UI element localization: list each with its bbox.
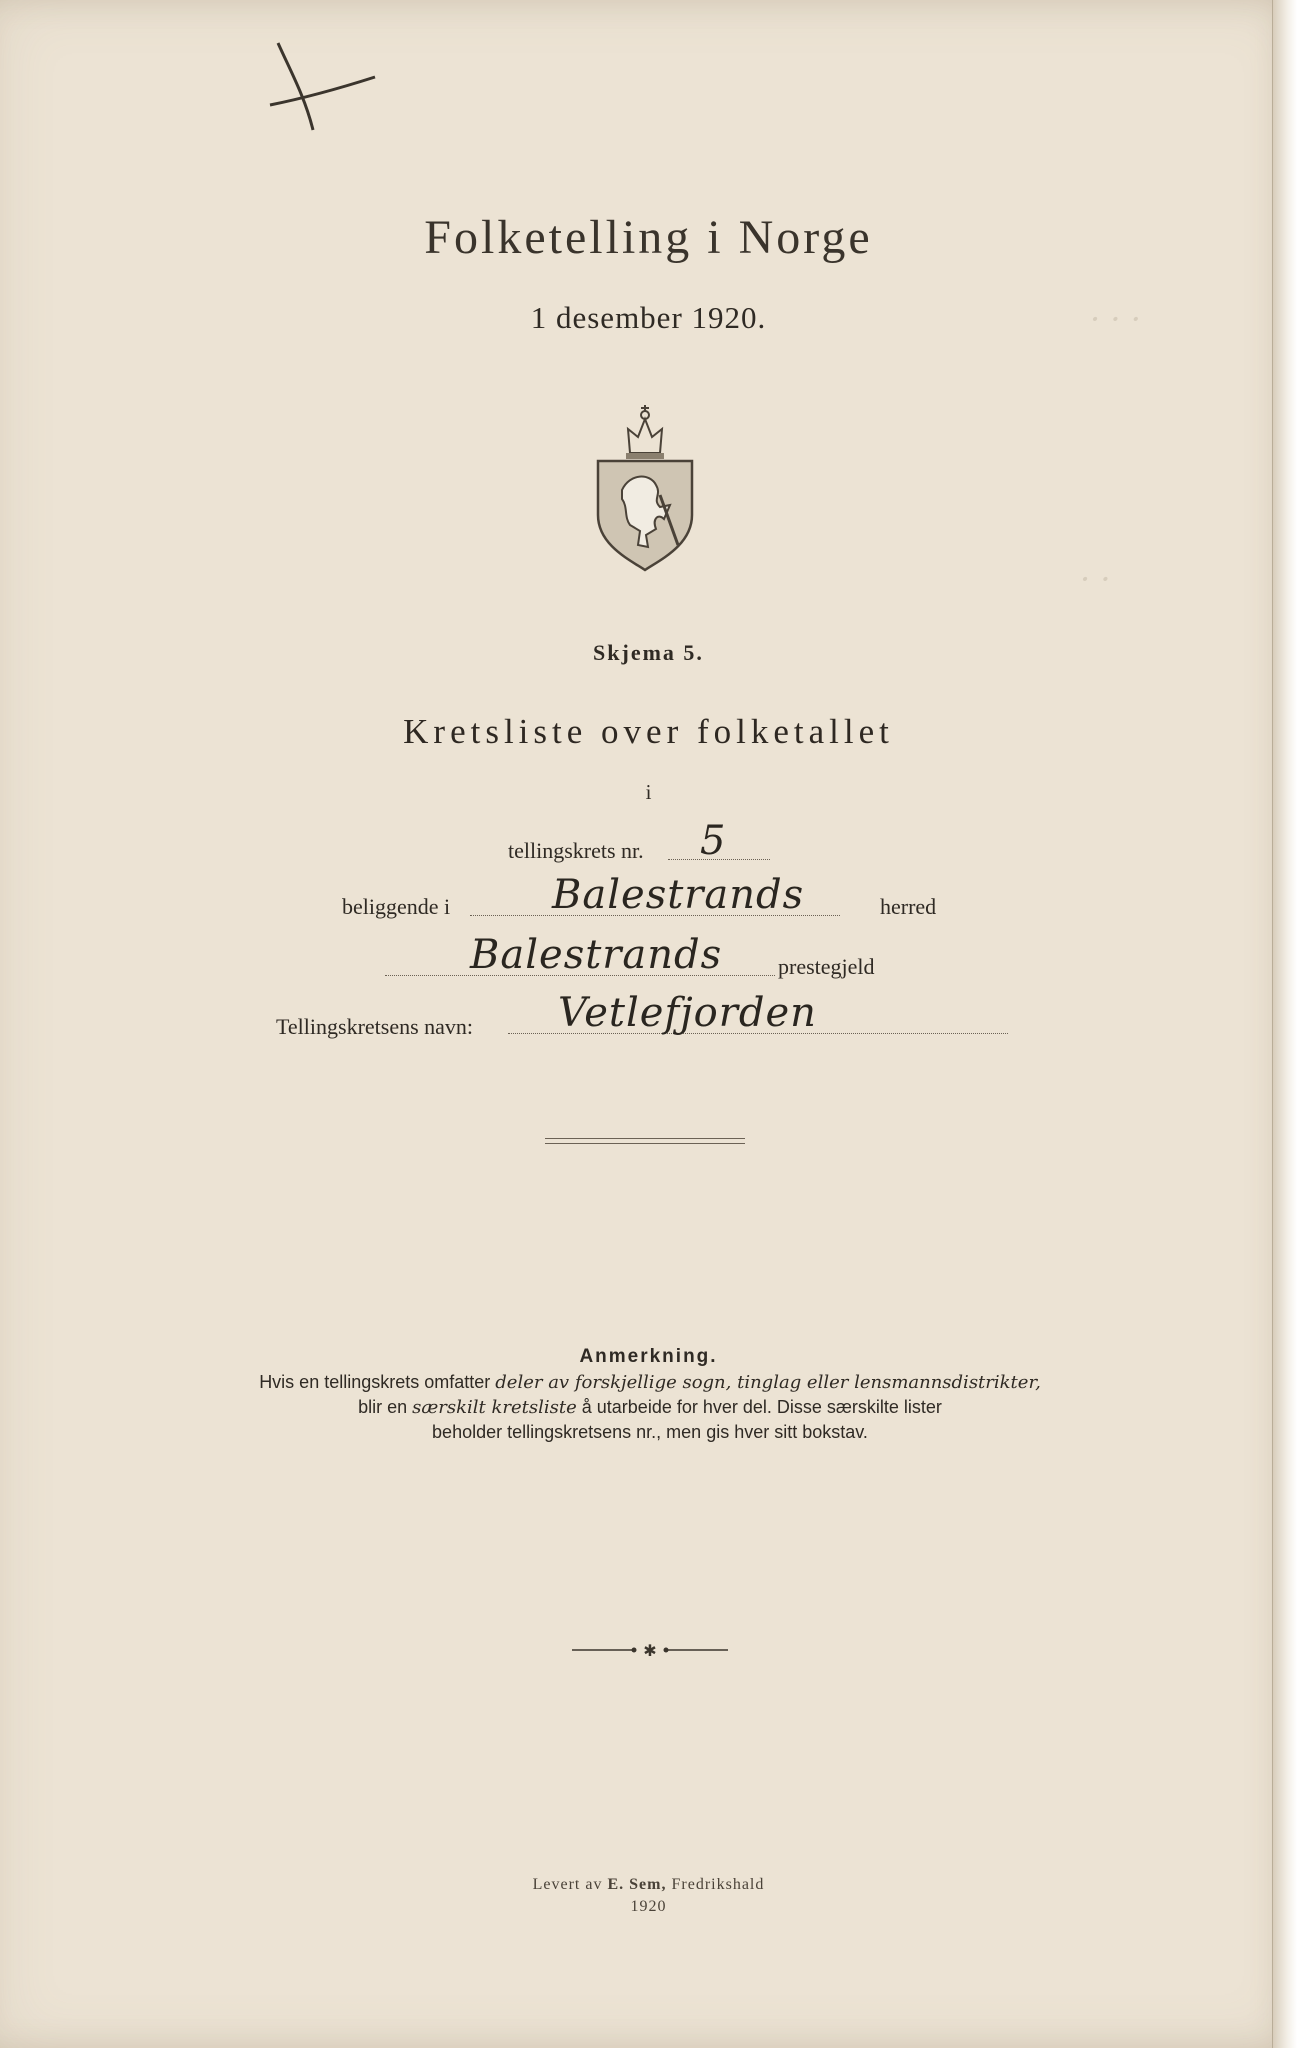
note-line-3: beholder tellingskretsens nr., men gis hver sitt bokstav. <box>432 1422 868 1442</box>
printer-credit <box>0 1876 1297 1894</box>
pencil-cross-mark <box>250 35 390 135</box>
printer-place: Fredrikshald <box>666 1876 765 1893</box>
printer-year: 1920 <box>630 1898 667 1915</box>
herred-value: Balestrands <box>552 872 805 918</box>
prestegjeld-label: prestegjeld <box>778 954 875 979</box>
note-line-2 <box>150 1395 1150 1420</box>
note-text: å utarbeide for hver del. Disse særskilte lister <box>576 1397 942 1417</box>
coat-of-arms-icon <box>590 395 700 575</box>
note-title: Anmerkning. <box>579 1346 718 1367</box>
navn-label: Tellingskretsens navn: <box>276 1014 474 1039</box>
krets-number-value: 5 <box>700 818 727 864</box>
schema-number: Skjema 5. <box>593 640 704 665</box>
divider-rule <box>545 1138 745 1139</box>
prestegjeld-value: Balestrands <box>470 932 723 978</box>
preposition: i <box>645 780 652 804</box>
note-line-1 <box>150 1370 1150 1395</box>
herred-label: herred <box>880 894 937 919</box>
navn-value: Vetlefjorden <box>558 990 817 1036</box>
bleed-through-mark: · · <box>1080 560 1111 598</box>
krets-label: tellingskrets nr. <box>508 838 644 863</box>
document-title: Folketelling i Norge <box>424 211 873 264</box>
note-emphasis: deler av forskjellige sogn, tinglag eller lensmannsdistrikter, <box>495 1372 1041 1393</box>
form-heading: Kretsliste over folketallet <box>403 712 894 751</box>
bleed-through-mark: · · · <box>1090 300 1141 338</box>
note-emphasis: særskilt kretsliste <box>412 1397 577 1418</box>
note-text: blir en <box>358 1397 413 1417</box>
printer-name: E. Sem, <box>607 1876 667 1893</box>
printer-prefix: Levert av <box>532 1876 608 1893</box>
ornament-divider-icon <box>570 1638 730 1662</box>
beliggende-label: beliggende i <box>342 894 451 919</box>
svg-text:✱: ✱ <box>643 1641 657 1660</box>
note-text: Hvis en tellingskrets omfatter <box>259 1372 496 1392</box>
divider-rule <box>545 1143 745 1144</box>
document-date: 1 desember 1920. <box>530 300 767 335</box>
